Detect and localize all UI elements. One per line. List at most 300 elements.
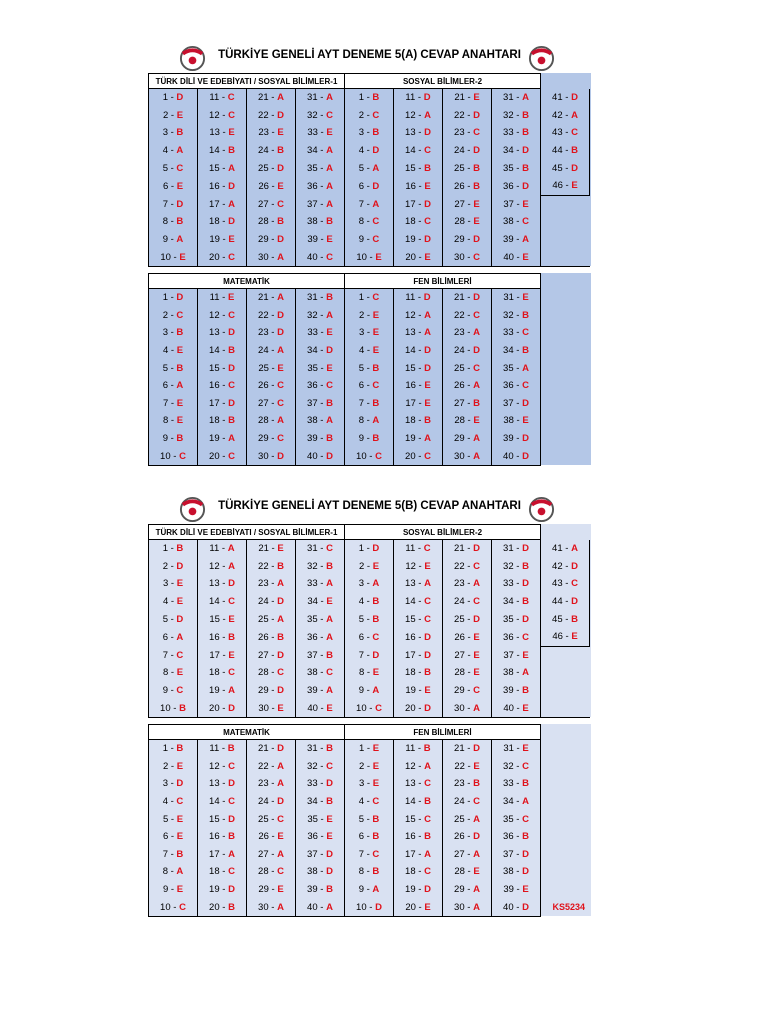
answer-cell: 39 - E	[296, 231, 345, 249]
answer-cell: 14 - B	[394, 793, 443, 811]
lower-answer-table	[148, 273, 591, 465]
answer-cell: 40 - D	[296, 447, 345, 465]
answer-cell: 39 - B	[296, 881, 345, 899]
answer-cell: 28 - E	[443, 213, 492, 231]
answer-cell: 13 - D	[394, 124, 443, 142]
table-row	[149, 575, 590, 593]
answer-cell: 8 - A	[149, 863, 198, 881]
answer-cell: 25 - B	[443, 159, 492, 177]
answer-cell: 21 - A	[247, 289, 296, 307]
answer-cell: 18 - D	[198, 213, 247, 231]
answer-cell: 15 - D	[198, 359, 247, 377]
answer-cell: 40 - A	[296, 898, 345, 916]
answer-cell: 36 - C	[492, 628, 541, 646]
answer-cell: 19 - A	[198, 430, 247, 448]
answer-cell: 5 - B	[345, 810, 394, 828]
empty-cell	[541, 195, 590, 213]
answer-cell: 27 - B	[443, 395, 492, 413]
table-row	[149, 810, 541, 828]
answer-table	[148, 73, 590, 267]
answer-cell: 34 - E	[296, 593, 345, 611]
answer-cell: 29 - D	[247, 231, 296, 249]
section-header: SOSYAL BİLİMLER-2	[345, 525, 541, 540]
table-row	[149, 699, 590, 717]
answer-cell: 42 - D	[541, 558, 590, 576]
answer-cell: 26 - E	[443, 628, 492, 646]
answer-cell: 30 - A	[247, 248, 296, 266]
answer-cell: 18 - C	[198, 664, 247, 682]
answer-cell: 36 - B	[492, 828, 541, 846]
table-row	[149, 289, 541, 307]
answer-cell: 21 - D	[443, 740, 492, 758]
answer-cell: 4 - E	[149, 342, 198, 360]
table-row	[149, 846, 541, 864]
answer-cell: 37 - A	[296, 195, 345, 213]
answer-cell: 1 - D	[345, 540, 394, 558]
answer-cell: 5 - B	[345, 610, 394, 628]
answer-cell: 18 - B	[394, 412, 443, 430]
answer-key-a	[148, 45, 591, 465]
sheet-header	[148, 45, 591, 71]
answer-cell: 12 - A	[394, 758, 443, 776]
answer-cell: 5 - A	[345, 159, 394, 177]
answer-key-b	[148, 496, 591, 916]
answer-cell: 36 - E	[296, 828, 345, 846]
answer-cell: 28 - C	[247, 863, 296, 881]
answer-cell: 24 - D	[247, 793, 296, 811]
sheet-title: TÜRKİYE GENELİ AYT DENEME 5(A) CEVAP ANAHTARI	[218, 49, 521, 61]
section-header: MATEMATİK	[149, 274, 345, 289]
answer-cell: 26 - E	[247, 828, 296, 846]
answer-cell: 36 - D	[492, 177, 541, 195]
booklet-code: KS5234	[552, 902, 585, 912]
answer-cell: 18 - C	[198, 863, 247, 881]
empty-cell	[541, 231, 590, 249]
answer-cell: 3 - B	[149, 124, 198, 142]
answer-cell: 29 - D	[247, 682, 296, 700]
answer-cell: 14 - C	[394, 593, 443, 611]
answer-cell: 19 - A	[198, 682, 247, 700]
answer-cell: 23 - E	[247, 124, 296, 142]
answer-cell: 20 - C	[198, 248, 247, 266]
answer-cell: 23 - A	[443, 575, 492, 593]
answer-cell: 38 - B	[296, 213, 345, 231]
answer-cell: 20 - D	[198, 699, 247, 717]
answer-cell: 27 - E	[443, 646, 492, 664]
answer-cell: 13 - D	[198, 575, 247, 593]
answer-cell: 33 - E	[296, 124, 345, 142]
table-row	[149, 664, 590, 682]
table-row	[149, 610, 590, 628]
empty-cell	[541, 682, 590, 700]
answer-cell: 1 - E	[345, 740, 394, 758]
header-spacer	[541, 74, 590, 89]
table-row	[149, 412, 541, 430]
answer-cell: 22 - D	[443, 107, 492, 125]
answer-cell: 38 - D	[492, 863, 541, 881]
answer-cell: 40 - C	[296, 248, 345, 266]
answer-cell: 10 - C	[345, 699, 394, 717]
answer-table	[148, 724, 541, 917]
answer-cell: 39 - E	[492, 881, 541, 899]
answer-cell: 1 - D	[149, 89, 198, 107]
answer-cell: 12 - E	[394, 558, 443, 576]
answer-cell: 39 - A	[296, 682, 345, 700]
answer-cell: 30 - D	[247, 447, 296, 465]
table-row	[149, 628, 590, 646]
table-row	[149, 248, 590, 266]
answer-cell: 2 - E	[345, 558, 394, 576]
answer-cell: 3 - B	[149, 324, 198, 342]
answer-cell: 25 - E	[247, 359, 296, 377]
answer-cell: 40 - D	[492, 447, 541, 465]
answer-cell: 18 - C	[394, 863, 443, 881]
answer-cell: 4 - D	[345, 142, 394, 160]
answer-cell: 11 - A	[198, 540, 247, 558]
answer-cell: 17 - A	[198, 846, 247, 864]
sheet-header	[148, 496, 591, 522]
table-row	[149, 740, 541, 758]
answer-cell: 26 - A	[443, 377, 492, 395]
answer-cell: 21 - E	[247, 540, 296, 558]
answer-cell: 24 - C	[443, 793, 492, 811]
answer-cell: 1 - B	[345, 89, 394, 107]
answer-cell: 15 - B	[394, 159, 443, 177]
answer-cell: 24 - D	[443, 342, 492, 360]
answer-cell: 7 - A	[345, 195, 394, 213]
table-row	[149, 682, 590, 700]
answer-cell: 46 - E	[541, 177, 590, 195]
answer-cell: 16 - E	[394, 177, 443, 195]
table-row	[149, 863, 541, 881]
answer-cell: 42 - A	[541, 107, 590, 125]
answer-cell: 32 - C	[296, 758, 345, 776]
answer-cell: 37 - D	[492, 395, 541, 413]
answer-cell: 29 - C	[443, 682, 492, 700]
answer-cell: 23 - C	[443, 124, 492, 142]
answer-cell: 34 - B	[296, 793, 345, 811]
answer-cell: 1 - C	[345, 289, 394, 307]
answer-cell: 11 - B	[394, 740, 443, 758]
answer-cell: 41 - D	[541, 89, 590, 107]
answer-cell: 23 - A	[443, 324, 492, 342]
answer-cell: 17 - E	[198, 646, 247, 664]
answer-cell: 5 - B	[345, 359, 394, 377]
table-row	[149, 107, 590, 125]
answer-cell: 28 - C	[247, 664, 296, 682]
answer-cell: 23 - B	[443, 775, 492, 793]
answer-cell: 33 - A	[296, 575, 345, 593]
answer-cell: 30 - E	[247, 699, 296, 717]
answer-cell: 35 - C	[492, 810, 541, 828]
answer-cell: 38 - C	[296, 664, 345, 682]
answer-table	[148, 524, 590, 718]
answer-cell: 15 - C	[394, 810, 443, 828]
answer-cell: 21 - D	[443, 540, 492, 558]
header-spacer	[541, 525, 590, 540]
answer-cell: 23 - D	[247, 324, 296, 342]
table-row	[149, 540, 590, 558]
answer-cell: 37 - D	[296, 846, 345, 864]
answer-cell: 29 - C	[247, 430, 296, 448]
answer-cell: 19 - A	[394, 430, 443, 448]
answer-cell: 21 - A	[247, 89, 296, 107]
answer-cell: 31 - E	[492, 289, 541, 307]
answer-cell: 37 - B	[296, 646, 345, 664]
table-row	[149, 593, 590, 611]
answer-cell: 4 - A	[149, 142, 198, 160]
answer-cell: 13 - D	[198, 324, 247, 342]
answer-cell: 26 - E	[247, 177, 296, 195]
answer-cell: 5 - B	[149, 359, 198, 377]
answer-cell: 45 - D	[541, 159, 590, 177]
answer-cell: 34 - D	[492, 142, 541, 160]
answer-cell: 13 - D	[198, 775, 247, 793]
answer-cell: 11 - D	[394, 89, 443, 107]
answer-cell: 35 - E	[296, 359, 345, 377]
answer-cell: 21 - D	[247, 740, 296, 758]
answer-cell: 4 - B	[345, 593, 394, 611]
answer-cell: 8 - E	[149, 664, 198, 682]
answer-cell: 10 - E	[149, 248, 198, 266]
table-row	[149, 177, 590, 195]
answer-cell: 29 - A	[443, 430, 492, 448]
answer-cell: 10 - B	[149, 699, 198, 717]
answer-cell: 24 - D	[443, 142, 492, 160]
answer-cell: 33 - C	[492, 324, 541, 342]
answer-cell: 17 - A	[198, 195, 247, 213]
answer-cell: 13 - C	[394, 775, 443, 793]
answer-cell: 30 - A	[443, 898, 492, 916]
answer-cell: 6 - B	[345, 828, 394, 846]
answer-cell: 4 - C	[149, 793, 198, 811]
table-row	[149, 142, 590, 160]
answer-cell: 17 - D	[198, 395, 247, 413]
table-row	[149, 377, 541, 395]
answer-cell: 16 - D	[394, 628, 443, 646]
answer-cell: 18 - C	[394, 213, 443, 231]
answer-cell: 9 - C	[149, 682, 198, 700]
answer-cell: 29 - D	[443, 231, 492, 249]
answer-cell: 16 - B	[394, 828, 443, 846]
answer-cell: 25 - A	[443, 810, 492, 828]
answer-cell: 5 - C	[149, 159, 198, 177]
answer-cell: 36 - C	[492, 377, 541, 395]
answer-cell: 26 - C	[247, 377, 296, 395]
answer-cell: 20 - D	[394, 699, 443, 717]
answer-cell: 22 - C	[443, 558, 492, 576]
answer-cell: 35 - D	[492, 610, 541, 628]
answer-cell: 37 - E	[492, 646, 541, 664]
answer-cell: 39 - B	[492, 682, 541, 700]
answer-cell: 7 - B	[345, 395, 394, 413]
answer-cell: 1 - B	[149, 540, 198, 558]
answer-cell: 26 - D	[443, 828, 492, 846]
answer-cell: 12 - C	[198, 758, 247, 776]
sheet-title: TÜRKİYE GENELİ AYT DENEME 5(B) CEVAP ANAHTARI	[218, 500, 521, 512]
answer-cell: 21 - D	[443, 289, 492, 307]
answer-cell: 21 - E	[443, 89, 492, 107]
answer-cell: 14 - B	[198, 142, 247, 160]
answer-cell: 9 - B	[345, 430, 394, 448]
empty-cell	[541, 664, 590, 682]
answer-cell: 30 - A	[443, 447, 492, 465]
answer-cell: 29 - A	[443, 881, 492, 899]
answer-cell: 8 - E	[149, 412, 198, 430]
table-row	[149, 758, 541, 776]
answer-cell: 12 - A	[198, 558, 247, 576]
answer-cell: 6 - D	[345, 177, 394, 195]
answer-cell: 10 - E	[345, 248, 394, 266]
answer-cell: 32 - B	[492, 307, 541, 325]
answer-cell: 17 - A	[394, 846, 443, 864]
answer-cell: 38 - C	[492, 213, 541, 231]
answer-cell: 38 - A	[492, 664, 541, 682]
answer-cell: 2 - E	[149, 758, 198, 776]
answer-cell: 31 - A	[492, 89, 541, 107]
answer-cell: 35 - A	[492, 359, 541, 377]
answer-cell: 36 - A	[296, 177, 345, 195]
answer-cell: 24 - B	[247, 142, 296, 160]
answer-cell: 20 - C	[394, 447, 443, 465]
table-row	[149, 558, 590, 576]
answer-cell: 44 - D	[541, 593, 590, 611]
answer-cell: 18 - B	[394, 664, 443, 682]
answer-cell: 15 - D	[394, 359, 443, 377]
answer-cell: 28 - E	[443, 664, 492, 682]
answer-cell: 7 - D	[345, 646, 394, 664]
answer-cell: 11 - B	[198, 740, 247, 758]
answer-cell: 22 - D	[247, 307, 296, 325]
answer-cell: 26 - B	[247, 628, 296, 646]
empty-cell	[541, 248, 590, 266]
answer-cell: 18 - B	[198, 412, 247, 430]
answer-cell: 34 - B	[492, 593, 541, 611]
answer-cell: 31 - B	[296, 289, 345, 307]
answer-cell: 32 - B	[296, 558, 345, 576]
section-header: SOSYAL BİLİMLER-2	[345, 74, 541, 89]
answer-cell: 39 - B	[296, 430, 345, 448]
table-row	[149, 447, 541, 465]
answer-cell: 12 - C	[198, 107, 247, 125]
answer-cell: 15 - E	[198, 610, 247, 628]
answer-cell: 9 - A	[345, 881, 394, 899]
answer-cell: 31 - B	[296, 740, 345, 758]
table-row	[149, 342, 541, 360]
answer-cell: 2 - E	[345, 758, 394, 776]
answer-cell: 32 - A	[296, 307, 345, 325]
answer-cell: 33 - D	[296, 775, 345, 793]
answer-cell: 22 - B	[247, 558, 296, 576]
answer-cell: 10 - C	[149, 447, 198, 465]
section-header: FEN BİLİMLERİ	[345, 725, 541, 740]
answer-cell: 4 - E	[149, 593, 198, 611]
answer-cell: 39 - D	[492, 430, 541, 448]
answer-cell: 33 - E	[296, 324, 345, 342]
answer-cell: 25 - A	[247, 610, 296, 628]
answer-cell: 37 - B	[296, 395, 345, 413]
answer-cell: 11 - C	[198, 89, 247, 107]
answer-cell: 22 - D	[247, 107, 296, 125]
answer-cell: 13 - E	[198, 124, 247, 142]
answer-cell: 15 - C	[394, 610, 443, 628]
answer-cell: 14 - C	[198, 793, 247, 811]
table-row	[149, 646, 590, 664]
table-row	[149, 395, 541, 413]
answer-cell: 25 - D	[247, 159, 296, 177]
table-row	[149, 881, 541, 899]
answer-cell: 30 - A	[247, 898, 296, 916]
answer-cell: 24 - A	[247, 342, 296, 360]
answer-cell: 31 - D	[492, 540, 541, 558]
answer-cell: 43 - C	[541, 124, 590, 142]
answer-cell: 27 - E	[443, 195, 492, 213]
answer-cell: 13 - A	[394, 324, 443, 342]
answer-cell: 3 - D	[149, 775, 198, 793]
answer-cell: 36 - A	[296, 628, 345, 646]
answer-cell: 37 - E	[492, 195, 541, 213]
answer-cell: 14 - C	[198, 593, 247, 611]
answer-cell: 41 - A	[541, 540, 590, 558]
answer-cell: 7 - D	[149, 195, 198, 213]
answer-cell: 16 - C	[198, 377, 247, 395]
answer-cell: 20 - E	[394, 248, 443, 266]
table-row	[149, 775, 541, 793]
answer-cell: 11 - D	[394, 289, 443, 307]
answer-cell: 4 - E	[345, 342, 394, 360]
answer-cell: 40 - D	[492, 898, 541, 916]
answer-cell: 27 - A	[443, 846, 492, 864]
answer-cell: 9 - A	[149, 231, 198, 249]
answer-cell: 8 - B	[149, 213, 198, 231]
answer-cell: 27 - C	[247, 195, 296, 213]
empty-cell	[541, 699, 590, 717]
table-row	[149, 324, 541, 342]
answer-cell: 8 - C	[345, 213, 394, 231]
answer-cell: 32 - C	[296, 107, 345, 125]
answer-cell: 22 - E	[443, 758, 492, 776]
answer-cell: 43 - C	[541, 575, 590, 593]
answer-cell: 22 - A	[247, 758, 296, 776]
answer-cell: 37 - D	[492, 846, 541, 864]
crest-logo-icon	[528, 45, 555, 72]
answer-cell: 28 - A	[247, 412, 296, 430]
section-header: TÜRK DİLİ VE EDEBİYATI / SOSYAL BİLİMLER-1	[149, 74, 345, 89]
answer-cell: 4 - C	[345, 793, 394, 811]
answer-cell: 14 - C	[394, 142, 443, 160]
answer-cell: 2 - C	[149, 307, 198, 325]
answer-cell: 2 - C	[345, 107, 394, 125]
answer-cell: 40 - E	[492, 248, 541, 266]
table-row	[149, 359, 541, 377]
answer-cell: 24 - C	[443, 593, 492, 611]
upper-answer-table	[148, 524, 591, 717]
section-header: TÜRK DİLİ VE EDEBİYATI / SOSYAL BİLİMLER-1	[149, 525, 345, 540]
answer-cell: 14 - B	[198, 342, 247, 360]
table-row	[149, 430, 541, 448]
answer-cell: 25 - C	[443, 359, 492, 377]
answer-cell: 30 - C	[443, 248, 492, 266]
answer-cell: 15 - D	[198, 810, 247, 828]
answer-cell: 6 - C	[345, 628, 394, 646]
answer-cell: 39 - A	[492, 231, 541, 249]
answer-cell: 6 - A	[149, 377, 198, 395]
answer-cell: 38 - E	[492, 412, 541, 430]
answer-cell: 25 - D	[443, 610, 492, 628]
answer-cell: 5 - D	[149, 610, 198, 628]
answer-cell: 9 - E	[149, 881, 198, 899]
answer-cell: 31 - A	[296, 89, 345, 107]
